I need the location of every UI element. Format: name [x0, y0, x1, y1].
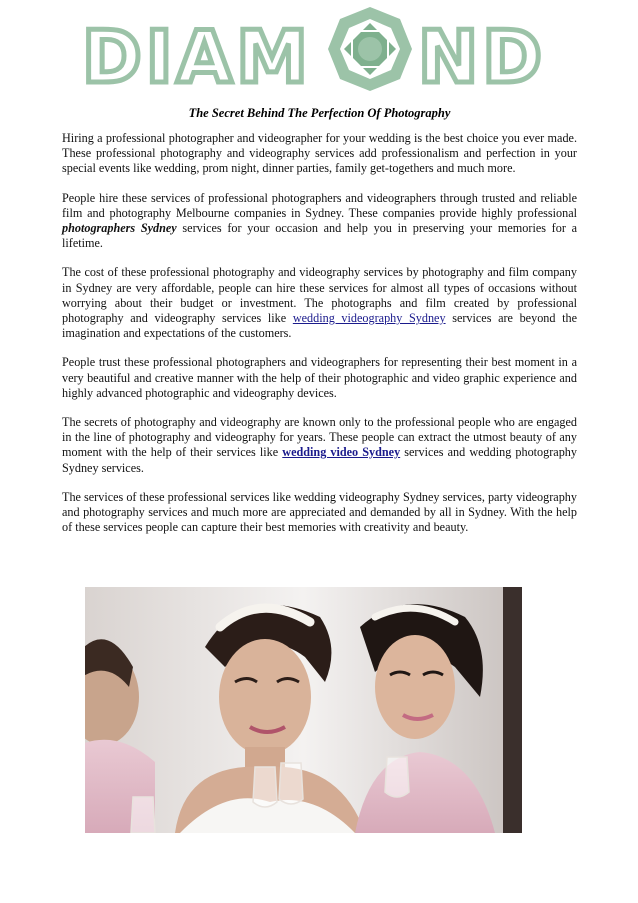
paragraph-5-text-b: services and wedding photography Sydney services.: [62, 445, 577, 475]
paragraph-2-text-b: services for your occasion and help you in preserving your memories for a lifetime.: [62, 221, 577, 251]
paragraph-2: [62, 191, 577, 252]
diamond-logo: [80, 4, 560, 94]
paragraph-4: People trust these professional photographers and videographers for representing their best moment in a very beautiful and creative manner with the help of their photographic and video graphic experience and highly advanced photographic and videography devices.: [62, 355, 577, 400]
paragraph-3: [62, 265, 577, 341]
logo-text-left: DIAM: [82, 15, 312, 94]
link-wedding-video-sydney[interactable]: wedding video Sydney: [282, 445, 401, 460]
logo-text-right: ND: [418, 15, 547, 94]
article-body: [62, 131, 577, 549]
link-wedding-videography-sydney[interactable]: wedding videography Sydney: [292, 311, 446, 326]
bridal-photo: [85, 587, 522, 833]
keyword-photographers-sydney: photographers Sydney: [62, 221, 177, 236]
paragraph-3-text-b: services are beyond the imagination and expectations of the customers.: [62, 311, 577, 341]
paragraph-2-text-a: People hire these services of professional photographers and videographers through trusted and reliable film and photography Melbourne companies in Sydney. These companies provide highly professional: [62, 190, 577, 220]
paragraph-3-text-a: The cost of these professional photography and videography services by photography and film company in Sydney are very affordable, people can hire these services for almost all types of occasions without worrying about their budget or investment. The photographs and film created by professional photography and videography services like: [62, 265, 577, 326]
bridal-photo-illustration: [85, 587, 522, 833]
paragraph-6: The services of these professional services like wedding videography Sydney services, party videography and photography services and much more are appreciated and demanded by all in Sydney. With the help of these services people can capture their best memories with creativity and beauty.: [62, 489, 577, 535]
paragraph-1: Hiring a professional photographer and videographer for your wedding is the best choice you ever made. These professional photography and videography services add professionalism and perfection in your special events like wedding, prom night, dinner parties, family get-togethers and much more.: [62, 131, 577, 176]
diamond-emblem-icon: [328, 7, 412, 91]
paragraph-5: [62, 415, 577, 476]
article-title: The Secret Behind The Perfection Of Photography: [188, 106, 451, 120]
paragraph-5-text-a: The secrets of photography and videography are known only to the professional people who are engaged in the line of photography and videography for years. These people can extract the utmost beauty of any moment with the help of their services like: [62, 415, 577, 460]
